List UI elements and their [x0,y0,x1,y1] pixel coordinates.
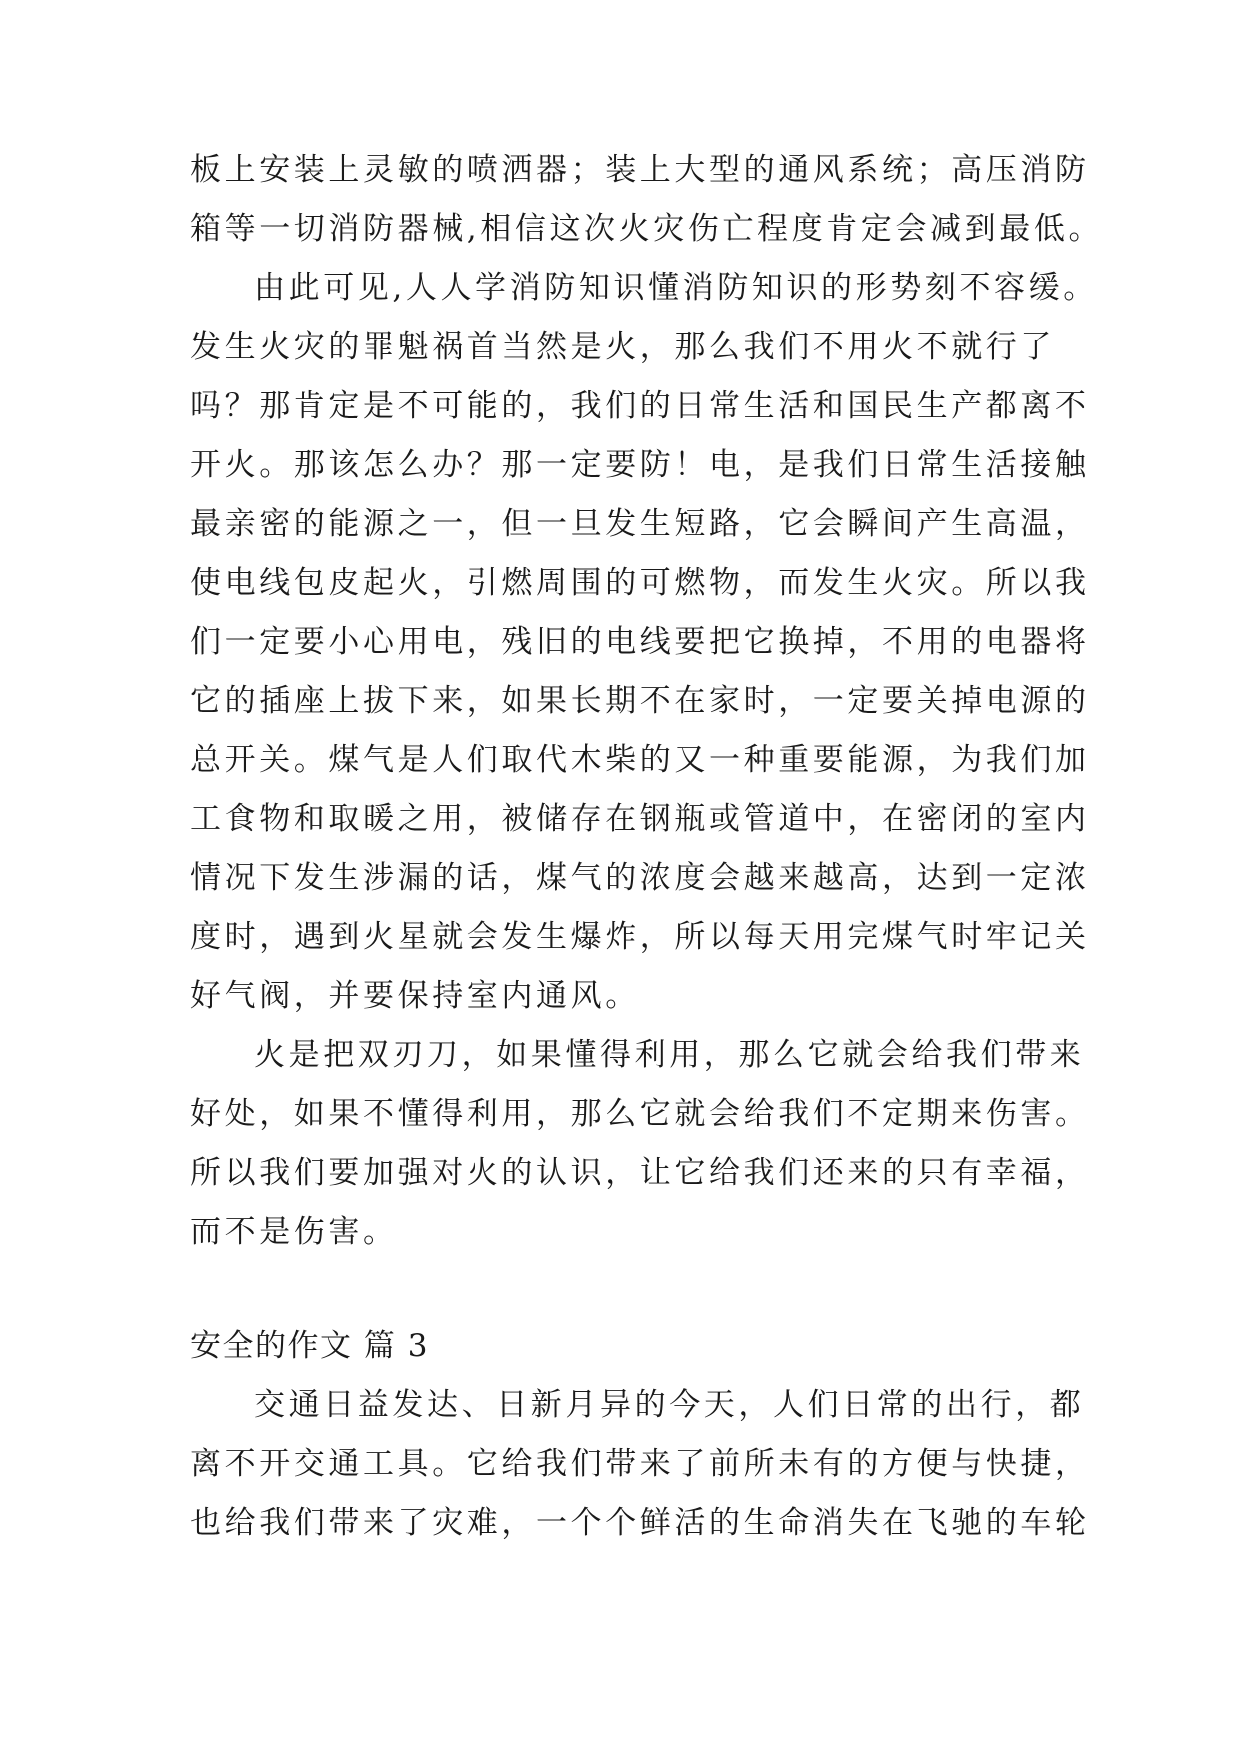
paragraph-line: 总开关。煤气是人们取代木柴的又一种重要能源，为我们加 [190,742,1090,778]
paragraph-line: 板上安装上灵敏的喷洒器；装上大型的通风系统；高压消防 [190,152,1090,188]
paragraph-line: 好气阀，并要保持室内通风。 [190,978,640,1014]
paragraph-line: 而不是伤害。 [190,1214,398,1250]
paragraph-line: 最亲密的能源之一，但一旦发生短路，它会瞬间产生高温， [190,506,1090,542]
section-heading: 安全的作文 篇 3 [190,1328,429,1364]
paragraph-line: 好处，如果不懂得利用，那么它就会给我们不定期来伤害。 [190,1096,1090,1132]
paragraph-line: 开火。那该怎么办？那一定要防！电，是我们日常生活接触 [190,447,1090,483]
paragraph-line: 们一定要小心用电，残旧的电线要把它换掉，不用的电器将 [190,624,1090,660]
paragraph-line: 交通日益发达、日新月异的今天，人们日常的出行，都 [254,1387,1085,1423]
paragraph-line: 所以我们要加强对火的认识，让它给我们还来的只有幸福， [190,1155,1090,1191]
paragraph-line: 使电线包皮起火，引燃周围的可燃物，而发生火灾。所以我 [190,565,1090,601]
paragraph-line: 发生火灾的罪魁祸首当然是火，那么我们不用火不就行了 [190,329,1055,365]
paragraph-line: 也给我们带来了灾难，一个个鲜活的生命消失在飞驰的车轮 [190,1505,1090,1541]
paragraph-line: 工食物和取暖之用，被储存在钢瓶或管道中，在密闭的室内 [190,801,1090,837]
paragraph-line: 离不开交通工具。它给我们带来了前所未有的方便与快捷， [190,1446,1090,1482]
paragraph-line: 由此可见,人人学消防知识懂消防知识的形势刻不容缓。 [254,270,1098,306]
paragraph-line: 箱等一切消防器械,相信这次火灾伤亡程度肯定会减到最低。 [190,211,1104,247]
paragraph-line: 吗？那肯定是不可能的，我们的日常生活和国民生产都离不 [190,388,1090,424]
paragraph-line: 情况下发生涉漏的话，煤气的浓度会越来越高，达到一定浓 [190,860,1090,896]
paragraph-line: 火是把双刃刀，如果懂得利用，那么它就会给我们带来 [254,1037,1085,1073]
paragraph-line: 度时，遇到火星就会发生爆炸，所以每天用完煤气时牢记关 [190,919,1090,955]
paragraph-line: 它的插座上拔下来，如果长期不在家时，一定要关掉电源的 [190,683,1090,719]
